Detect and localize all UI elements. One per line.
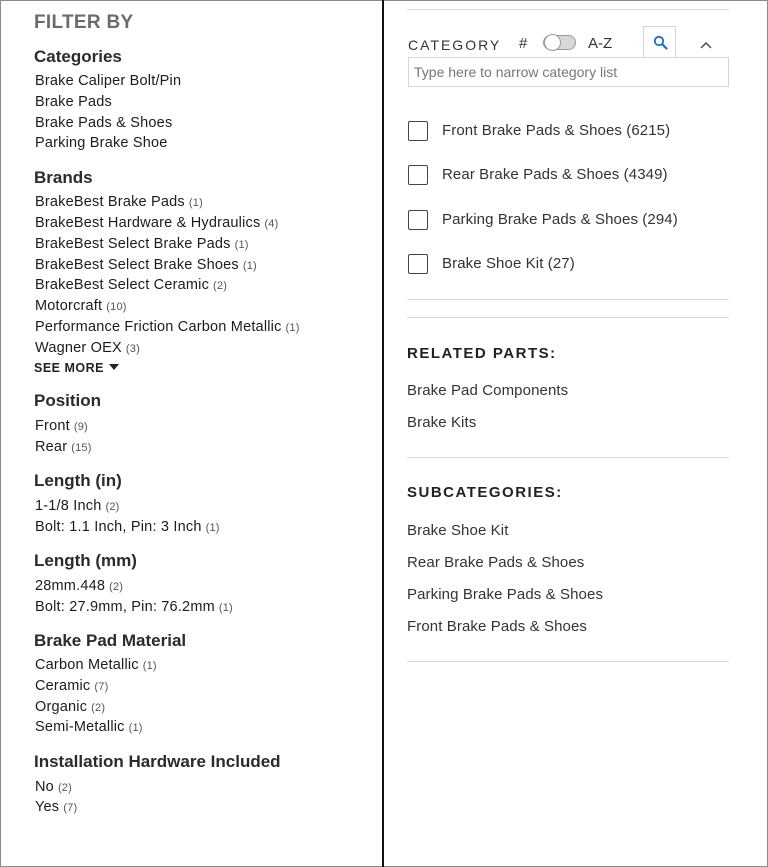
material-filter-item[interactable]: [35, 699, 105, 715]
collapse-button[interactable]: [698, 38, 714, 50]
hardware-heading: Installation Hardware Included: [34, 752, 281, 771]
material-label: Semi-Metallic: [35, 719, 125, 735]
brand-filter-item[interactable]: [35, 277, 227, 293]
length-mm-label: 28mm.448: [35, 578, 106, 594]
brand-count: (3): [125, 343, 140, 355]
subcategory-link[interactable]: Front Brake Pads & Shoes: [407, 618, 587, 635]
category-option-label: Front Brake Pads & Shoes (6215): [442, 122, 671, 139]
material-filter-item[interactable]: [35, 657, 157, 673]
category-link[interactable]: Brake Pads: [35, 94, 112, 110]
material-filter-item[interactable]: [35, 719, 143, 735]
material-count: (1): [128, 722, 143, 734]
length-in-count: (1): [205, 522, 220, 534]
length-in-filter-item[interactable]: [35, 519, 220, 535]
sort-az-label: A-Z: [588, 35, 613, 52]
position-filter-item[interactable]: [35, 418, 88, 434]
category-checkbox[interactable]: [408, 121, 428, 141]
subcategory-link[interactable]: Parking Brake Pads & Shoes: [407, 586, 604, 603]
category-link[interactable]: Brake Caliper Bolt/Pin: [35, 73, 182, 89]
length-mm-filter-item[interactable]: [35, 578, 123, 594]
brand-count: (10): [106, 301, 127, 313]
position-filter-item[interactable]: [35, 439, 92, 455]
sort-toggle[interactable]: [543, 35, 576, 50]
length-mm-count: (2): [109, 581, 124, 593]
top-divider: [407, 9, 729, 10]
section-divider: [407, 661, 729, 662]
category-option-label: Rear Brake Pads & Shoes (4349): [442, 166, 668, 183]
brand-count: (1): [242, 260, 257, 272]
position-label: Front: [35, 418, 70, 434]
material-count: (1): [142, 660, 157, 672]
brand-count: (1): [285, 322, 300, 334]
brand-label: Motorcraft: [35, 298, 103, 314]
position-label: Rear: [35, 439, 68, 455]
category-search-button[interactable]: [643, 26, 676, 57]
brands-heading: Brands: [34, 168, 93, 187]
brand-filter-item[interactable]: [35, 236, 249, 252]
category-link[interactable]: Parking Brake Shoe: [35, 135, 168, 151]
position-heading: Position: [34, 391, 102, 410]
brand-filter-item[interactable]: [35, 194, 203, 210]
brand-label: BrakeBest Select Brake Shoes: [35, 257, 239, 273]
material-label: Carbon Metallic: [35, 657, 139, 673]
material-count: (2): [91, 702, 106, 714]
material-heading: Brake Pad Material: [34, 631, 187, 650]
brand-count: (1): [234, 239, 249, 251]
section-divider: [407, 457, 729, 458]
categories-heading: Categories: [34, 47, 122, 66]
material-label: Ceramic: [35, 678, 91, 694]
chevron-up-icon: [698, 39, 714, 51]
brand-label: BrakeBest Select Brake Pads: [35, 236, 231, 252]
brand-filter-item[interactable]: [35, 257, 257, 273]
brand-label: BrakeBest Select Ceramic: [35, 277, 210, 293]
search-icon: [653, 35, 669, 51]
length-mm-heading: Length (mm): [34, 551, 137, 570]
brand-filter-item[interactable]: [35, 319, 300, 335]
category-option-label: Brake Shoe Kit (27): [442, 255, 575, 272]
length-mm-label: Bolt: 27.9mm, Pin: 76.2mm: [35, 599, 215, 615]
related-parts-heading: RELATED PARTS:: [407, 345, 557, 362]
sort-hash-label: #: [519, 35, 528, 52]
length-in-filter-item[interactable]: [35, 498, 120, 514]
brand-label: Performance Friction Carbon Metallic: [35, 319, 282, 335]
brand-label: Wagner OEX: [35, 340, 122, 356]
toggle-knob: [544, 34, 561, 51]
hardware-count: (7): [63, 802, 78, 814]
category-checkbox[interactable]: [408, 165, 428, 185]
material-label: Organic: [35, 699, 88, 715]
category-narrow-input[interactable]: [408, 57, 729, 87]
hardware-filter-item[interactable]: [35, 799, 77, 815]
brand-count: (2): [213, 280, 228, 292]
hardware-filter-item[interactable]: [35, 779, 72, 795]
category-label: CATEGORY: [408, 37, 502, 53]
length-in-label: Bolt: 1.1 Inch, Pin: 3 Inch: [35, 519, 202, 535]
category-option-label: Parking Brake Pads & Shoes (294): [442, 211, 678, 228]
category-link[interactable]: Brake Pads & Shoes: [35, 115, 173, 131]
length-in-heading: Length (in): [34, 471, 122, 490]
length-in-label: 1-1/8 Inch: [35, 498, 102, 514]
see-more-button[interactable]: [34, 361, 119, 375]
filter-title: FILTER BY: [34, 12, 134, 33]
brand-filter-item[interactable]: [35, 298, 127, 314]
brand-count: (4): [264, 218, 279, 230]
brand-filter-item[interactable]: [35, 215, 278, 231]
material-count: (7): [94, 681, 109, 693]
subcategory-link[interactable]: Brake Shoe Kit: [407, 522, 509, 539]
hardware-count: (2): [57, 782, 72, 794]
position-count: (15): [71, 442, 92, 454]
brand-count: (1): [188, 197, 203, 209]
related-part-link[interactable]: Brake Kits: [407, 414, 477, 431]
hardware-label: Yes: [35, 799, 60, 815]
subcategory-link[interactable]: Rear Brake Pads & Shoes: [407, 554, 585, 571]
panel-divider: [382, 0, 384, 867]
related-part-link[interactable]: Brake Pad Components: [407, 382, 569, 399]
brand-label: BrakeBest Brake Pads: [35, 194, 185, 210]
category-checkbox[interactable]: [408, 210, 428, 230]
length-mm-filter-item[interactable]: [35, 599, 233, 615]
length-mm-count: (1): [218, 602, 233, 614]
length-in-count: (2): [105, 501, 120, 513]
hardware-label: No: [35, 779, 54, 795]
caret-down-icon: [109, 364, 119, 370]
brand-filter-item[interactable]: [35, 340, 140, 356]
position-count: (9): [73, 421, 88, 433]
material-filter-item[interactable]: [35, 678, 108, 694]
section-divider: [407, 299, 729, 300]
subcategories-heading: SUBCATEGORIES:: [407, 484, 563, 501]
section-divider: [407, 317, 729, 318]
see-more-label: SEE MORE: [34, 361, 104, 375]
brand-label: BrakeBest Hardware & Hydraulics: [35, 215, 261, 231]
category-checkbox[interactable]: [408, 254, 428, 274]
